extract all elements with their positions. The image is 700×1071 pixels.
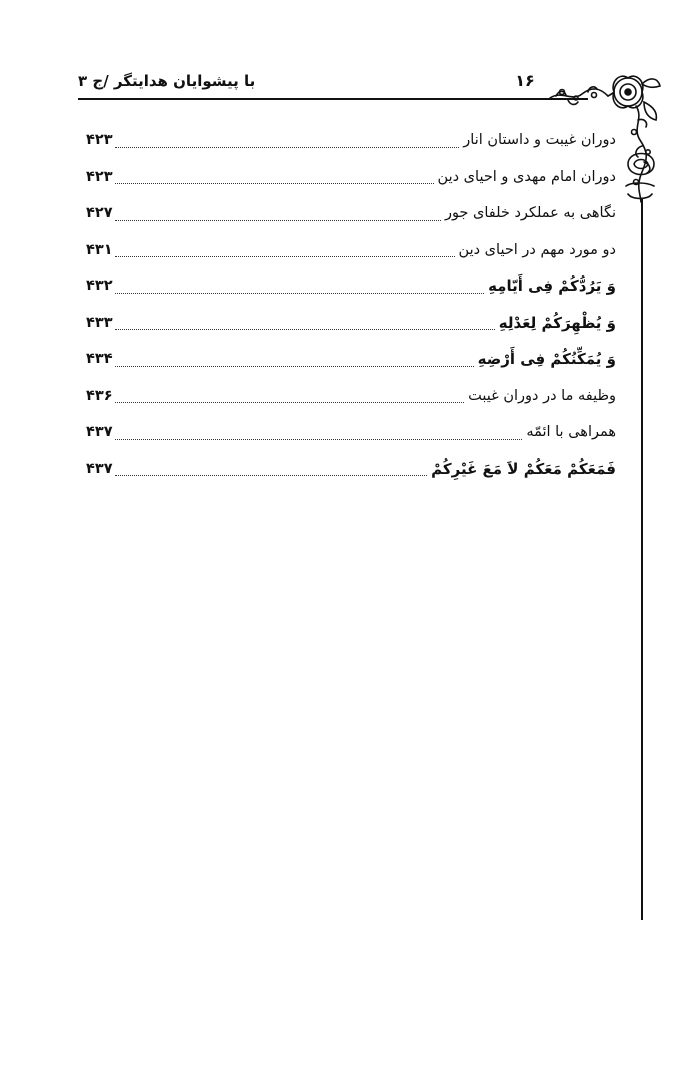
toc-dot-leader: [115, 183, 434, 184]
toc-entry[interactable]: [86, 451, 616, 488]
toc-entry[interactable]: [86, 195, 616, 232]
toc-entry-title: دوران غیبت و داستان انار: [463, 132, 616, 149]
toc-entry-title: وَ یَرُدُّکُمْ فِی أَیّامِهِ: [488, 277, 616, 296]
toc-dot-leader: [115, 402, 465, 403]
toc-entry[interactable]: [86, 268, 616, 305]
toc-entry[interactable]: [86, 341, 616, 378]
toc-entry-page: ۴۲۳: [86, 132, 113, 149]
toc-entry[interactable]: [86, 305, 616, 342]
toc-entry-title: همراهی با ائمّه: [526, 424, 616, 441]
toc-entry-page: ۴۲۳: [86, 168, 113, 185]
toc-entry-page: ۴۳۷: [86, 460, 113, 477]
toc-dot-leader: [115, 329, 495, 330]
toc-entry-page: ۴۳۲: [86, 278, 113, 295]
toc-entry[interactable]: [86, 414, 616, 451]
page-number: ۱۶: [515, 71, 535, 90]
side-rule: [641, 198, 643, 920]
toc-entry[interactable]: [86, 159, 616, 196]
toc-entry[interactable]: [86, 122, 616, 159]
toc-entry-title: وظیفه ما در دوران غیبت: [468, 387, 616, 404]
running-title: با پیشوایان هدایتگر /ج ۳: [78, 72, 256, 90]
toc-dot-leader: [115, 475, 428, 476]
toc-entry-page: ۴۳۳: [86, 314, 113, 331]
toc-entry-title: نگاهی به عملکرد خلفای جور: [444, 205, 616, 222]
toc-dot-leader: [115, 366, 474, 367]
toc-entry-title: وَ یُظْهِرَکُمْ لِعَدْلِهِ: [498, 313, 616, 332]
toc-dot-leader: [115, 256, 455, 257]
toc-dot-leader: [115, 220, 441, 221]
toc-dot-leader: [115, 147, 460, 148]
toc-entry-page: ۴۲۷: [86, 205, 113, 222]
toc-entry-page: ۴۳۱: [86, 241, 113, 258]
toc-entry[interactable]: [86, 378, 616, 415]
toc-entry-page: ۴۳۷: [86, 424, 113, 441]
toc-entry-title: دوران امام مهدی و احیای دین: [437, 168, 616, 185]
toc-entry-title: دو مورد مهم در احیای دین: [458, 241, 616, 258]
toc-entry-title: وَ یُمَکِّنُکُمْ فِی أَرْضِهِ: [477, 350, 616, 369]
toc-entry[interactable]: [86, 232, 616, 269]
table-of-contents: [86, 122, 616, 487]
toc-dot-leader: [115, 293, 485, 294]
toc-entry-page: ۴۳۴: [86, 351, 113, 368]
header-rule: [78, 98, 588, 100]
toc-entry-title: فَمَعَکُمْ مَعَکُمْ لاَ مَعَ غَیْرِکُمْ: [431, 459, 616, 478]
toc-dot-leader: [115, 439, 523, 440]
toc-entry-page: ۴۳۶: [86, 387, 113, 404]
